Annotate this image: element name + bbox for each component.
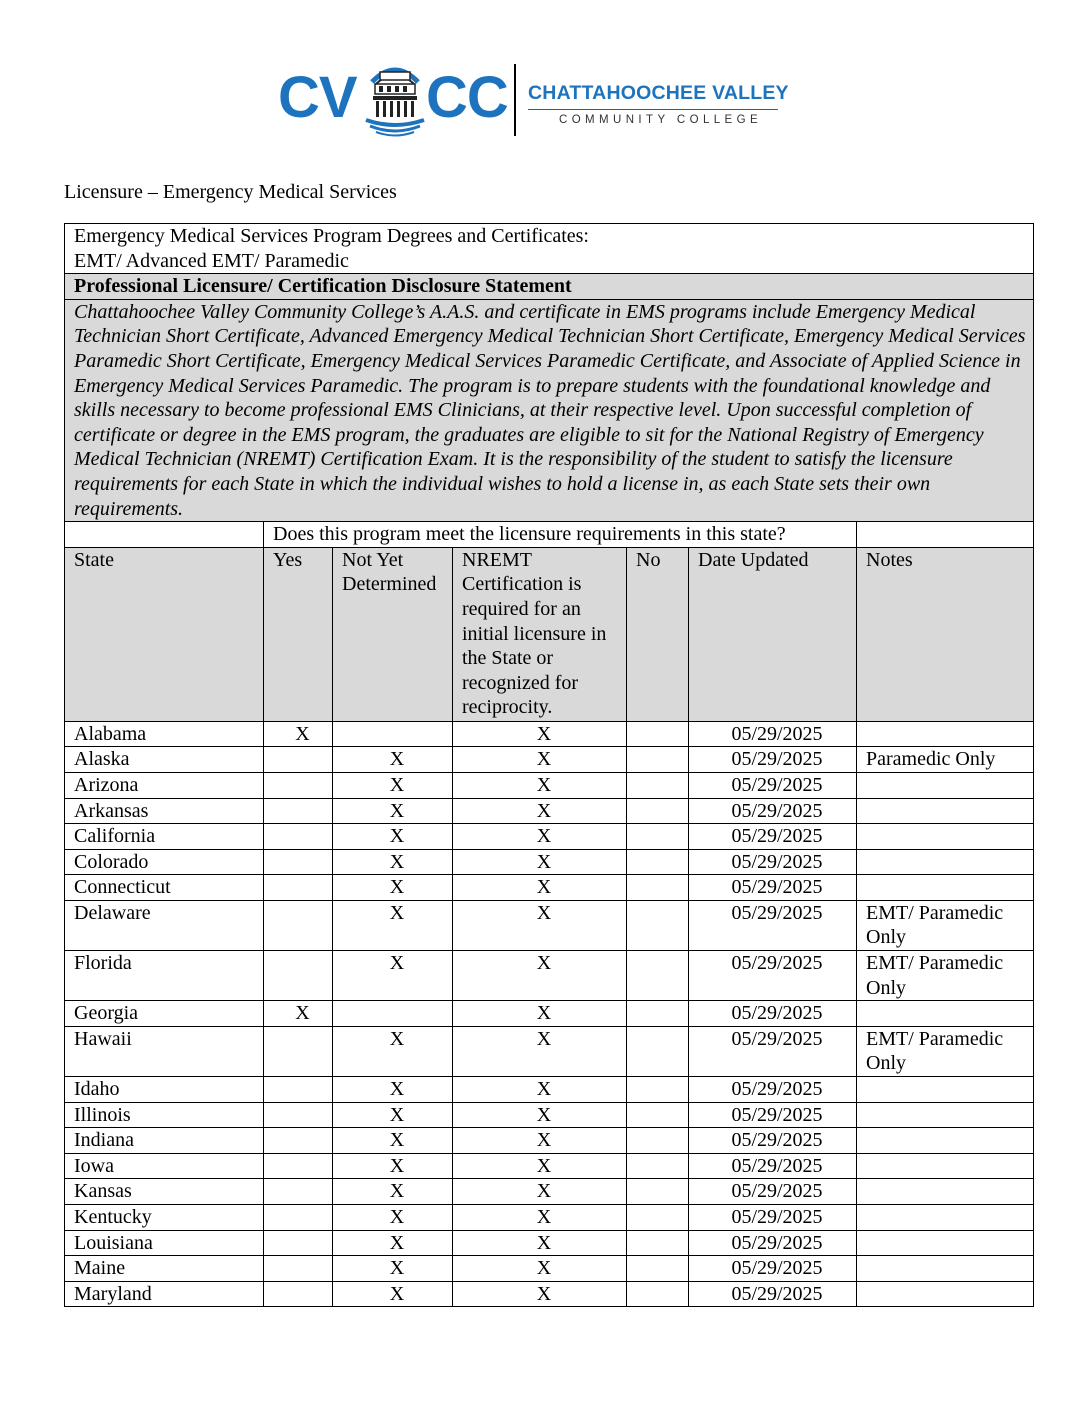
date-updated-cell: 05/29/2025 xyxy=(689,900,857,950)
yes-cell xyxy=(264,849,333,875)
disclosure-heading-row xyxy=(65,274,1034,300)
notes-cell xyxy=(857,798,1034,824)
nremt-cell: X xyxy=(453,1102,627,1128)
licensure-table xyxy=(64,223,1034,1307)
date-updated-cell: 05/29/2025 xyxy=(689,1179,857,1205)
column-header-row xyxy=(65,547,1034,721)
state-cell: Illinois xyxy=(65,1102,264,1128)
yes-cell xyxy=(264,1205,333,1231)
nremt-cell: X xyxy=(453,1256,627,1282)
header-yes: Yes xyxy=(264,547,333,721)
not-yet-determined-cell: X xyxy=(333,1230,453,1256)
notes-cell xyxy=(857,1281,1034,1307)
document-title: Licensure – Emergency Medical Services xyxy=(64,181,397,203)
table-row xyxy=(65,1281,1034,1307)
table-row xyxy=(65,1001,1034,1027)
yes-cell xyxy=(264,875,333,901)
header-state: State xyxy=(65,547,264,721)
no-cell xyxy=(627,1153,689,1179)
notes-cell xyxy=(857,1179,1034,1205)
state-cell: Maryland xyxy=(65,1281,264,1307)
state-cell: Georgia xyxy=(65,1001,264,1027)
table-row xyxy=(65,747,1034,773)
state-cell: Indiana xyxy=(65,1128,264,1154)
date-updated-cell: 05/29/2025 xyxy=(689,1205,857,1231)
yes-cell xyxy=(264,1230,333,1256)
no-cell xyxy=(627,900,689,950)
no-cell xyxy=(627,1179,689,1205)
table-row xyxy=(65,1153,1034,1179)
college-logo xyxy=(278,60,788,140)
logo-college-name: CHATTAHOOCHEE VALLEY xyxy=(528,82,789,104)
not-yet-determined-cell: X xyxy=(333,1128,453,1154)
no-cell xyxy=(627,824,689,850)
date-updated-cell: 05/29/2025 xyxy=(689,875,857,901)
state-cell: Arizona xyxy=(65,772,264,798)
nremt-cell: X xyxy=(453,747,627,773)
notes-cell xyxy=(857,1153,1034,1179)
header-nremt: NREMT Certification is required for an initial licensure in the State or recognized for reciprocity. xyxy=(453,547,627,721)
no-cell xyxy=(627,1256,689,1282)
yes-cell xyxy=(264,1281,333,1307)
nremt-cell: X xyxy=(453,824,627,850)
state-cell: Connecticut xyxy=(65,875,264,901)
no-cell xyxy=(627,951,689,1001)
no-cell xyxy=(627,849,689,875)
not-yet-determined-cell: X xyxy=(333,849,453,875)
table-row xyxy=(65,1205,1034,1231)
notes-cell xyxy=(857,849,1034,875)
state-cell: Hawaii xyxy=(65,1026,264,1076)
state-cell: Arkansas xyxy=(65,798,264,824)
nremt-cell: X xyxy=(453,1026,627,1076)
nremt-cell: X xyxy=(453,1001,627,1027)
not-yet-determined-cell: X xyxy=(333,1281,453,1307)
state-cell: Kansas xyxy=(65,1179,264,1205)
program-line-2: EMT/ Advanced EMT/ Paramedic xyxy=(74,249,349,272)
no-cell xyxy=(627,875,689,901)
date-updated-cell: 05/29/2025 xyxy=(689,1281,857,1307)
yes-cell: X xyxy=(264,1001,333,1027)
nremt-cell: X xyxy=(453,721,627,747)
no-cell xyxy=(627,798,689,824)
table-row xyxy=(65,1102,1034,1128)
yes-cell xyxy=(264,1128,333,1154)
table-row xyxy=(65,900,1034,950)
header-not-yet-determined: Not Yet Determined xyxy=(333,547,453,721)
not-yet-determined-cell: X xyxy=(333,1077,453,1103)
yes-cell xyxy=(264,1102,333,1128)
no-cell xyxy=(627,1281,689,1307)
notes-cell xyxy=(857,1230,1034,1256)
yes-cell xyxy=(264,1077,333,1103)
not-yet-determined-cell: X xyxy=(333,1102,453,1128)
yes-cell xyxy=(264,951,333,1001)
state-cell: Louisiana xyxy=(65,1230,264,1256)
disclosure-heading: Professional Licensure/ Certification Disclosure Statement xyxy=(65,274,1034,300)
table-row xyxy=(65,1230,1034,1256)
no-cell xyxy=(627,1026,689,1076)
notes-cell xyxy=(857,824,1034,850)
no-cell xyxy=(627,772,689,798)
date-updated-cell: 05/29/2025 xyxy=(689,747,857,773)
not-yet-determined-cell: X xyxy=(333,1179,453,1205)
no-cell xyxy=(627,1102,689,1128)
notes-cell: Paramedic Only xyxy=(857,747,1034,773)
yes-cell xyxy=(264,1153,333,1179)
date-updated-cell: 05/29/2025 xyxy=(689,1077,857,1103)
notes-cell xyxy=(857,1077,1034,1103)
logo-divider xyxy=(514,64,516,136)
state-cell: Alaska xyxy=(65,747,264,773)
table-row xyxy=(65,798,1034,824)
table-row xyxy=(65,849,1034,875)
nremt-cell: X xyxy=(453,1230,627,1256)
notes-cell xyxy=(857,875,1034,901)
state-cell: Colorado xyxy=(65,849,264,875)
not-yet-determined-cell: X xyxy=(333,798,453,824)
yes-cell xyxy=(264,1256,333,1282)
table-row xyxy=(65,1256,1034,1282)
not-yet-determined-cell: X xyxy=(333,875,453,901)
table-row xyxy=(65,772,1034,798)
nremt-cell: X xyxy=(453,1281,627,1307)
state-cell: Alabama xyxy=(65,721,264,747)
state-cell: Florida xyxy=(65,951,264,1001)
no-cell xyxy=(627,721,689,747)
not-yet-determined-cell: X xyxy=(333,900,453,950)
date-updated-cell: 05/29/2025 xyxy=(689,721,857,747)
no-cell xyxy=(627,1205,689,1231)
header-date-updated: Date Updated xyxy=(689,547,857,721)
not-yet-determined-cell: X xyxy=(333,747,453,773)
state-cell: Delaware xyxy=(65,900,264,950)
state-cell: Maine xyxy=(65,1256,264,1282)
table-row xyxy=(65,1026,1034,1076)
date-updated-cell: 05/29/2025 xyxy=(689,1153,857,1179)
header-no: No xyxy=(627,547,689,721)
yes-cell xyxy=(264,824,333,850)
notes-cell xyxy=(857,1205,1034,1231)
no-cell xyxy=(627,747,689,773)
not-yet-determined-cell: X xyxy=(333,951,453,1001)
date-updated-cell: 05/29/2025 xyxy=(689,824,857,850)
program-row xyxy=(65,224,1034,274)
table-row xyxy=(65,951,1034,1001)
state-cell: California xyxy=(65,824,264,850)
no-cell xyxy=(627,1077,689,1103)
program-cell xyxy=(65,224,1034,274)
nremt-cell: X xyxy=(453,1077,627,1103)
logo-cv-letters: CV xyxy=(278,65,357,130)
not-yet-determined-cell: X xyxy=(333,772,453,798)
date-updated-cell: 05/29/2025 xyxy=(689,1230,857,1256)
notes-cell xyxy=(857,1001,1034,1027)
yes-cell xyxy=(264,900,333,950)
date-updated-cell: 05/29/2025 xyxy=(689,951,857,1001)
nremt-cell: X xyxy=(453,849,627,875)
no-cell xyxy=(627,1001,689,1027)
date-updated-cell: 05/29/2025 xyxy=(689,1102,857,1128)
not-yet-determined-cell: X xyxy=(333,1256,453,1282)
notes-cell xyxy=(857,721,1034,747)
not-yet-determined-cell xyxy=(333,721,453,747)
table-row xyxy=(65,1179,1034,1205)
notes-cell xyxy=(857,772,1034,798)
table-row xyxy=(65,824,1034,850)
not-yet-determined-cell: X xyxy=(333,1205,453,1231)
nremt-cell: X xyxy=(453,875,627,901)
not-yet-determined-cell: X xyxy=(333,824,453,850)
yes-cell: X xyxy=(264,721,333,747)
yes-cell xyxy=(264,798,333,824)
nremt-cell: X xyxy=(453,772,627,798)
nremt-cell: X xyxy=(453,1179,627,1205)
state-cell: Iowa xyxy=(65,1153,264,1179)
table-row xyxy=(65,1077,1034,1103)
nremt-cell: X xyxy=(453,798,627,824)
question-row xyxy=(65,522,1034,548)
date-updated-cell: 05/29/2025 xyxy=(689,1026,857,1076)
date-updated-cell: 05/29/2025 xyxy=(689,1001,857,1027)
no-cell xyxy=(627,1128,689,1154)
yes-cell xyxy=(264,1026,333,1076)
notes-cell: EMT/ Paramedic Only xyxy=(857,951,1034,1001)
question-text: Does this program meet the licensure requirements in this state? xyxy=(264,522,857,548)
logo-subtitle: COMMUNITY COLLEGE xyxy=(559,114,763,126)
notes-cell: EMT/ Paramedic Only xyxy=(857,1026,1034,1076)
disclosure-text: Chattahoochee Valley Community College’s A.A.S. and certificate in EMS programs include Emergency Medical Technician Short Certificate, Advanced Emergency Medical Technician Short Certificate, Emergency Medical Services Paramedic Short Certificate, Emergency Medical Services Paramedic Certificate, and Associate of Applied Science in Emergency Medical Services Paramedic. The program is to prepare students with the foundational knowledge and skills necessary to become professional EMS Clinicians, at their respective level. Upon successful completion of certificate or degree in the EMS program, the graduates are eligible to sit for the National Registry of Emergency Medical Technician (NREMT) Certification Exam. It is the responsibility of the student to satisfy the licensure requirements for each State in which the individual wishes to hold a license in, as each State sets their own requirements. xyxy=(65,299,1034,521)
nremt-cell: X xyxy=(453,1153,627,1179)
date-updated-cell: 05/29/2025 xyxy=(689,1256,857,1282)
nremt-cell: X xyxy=(453,1205,627,1231)
logo-rule xyxy=(528,109,778,110)
date-updated-cell: 05/29/2025 xyxy=(689,849,857,875)
state-cell: Idaho xyxy=(65,1077,264,1103)
date-updated-cell: 05/29/2025 xyxy=(689,798,857,824)
question-spacer-right xyxy=(857,522,1034,548)
logo-cc-letters: CC xyxy=(426,65,508,130)
nremt-cell: X xyxy=(453,900,627,950)
nremt-cell: X xyxy=(453,951,627,1001)
yes-cell xyxy=(264,772,333,798)
yes-cell xyxy=(264,1179,333,1205)
nremt-cell: X xyxy=(453,1128,627,1154)
table-row xyxy=(65,1128,1034,1154)
notes-cell xyxy=(857,1256,1034,1282)
program-line-1: Emergency Medical Services Program Degrees and Certificates: xyxy=(74,225,589,247)
building-dome-icon xyxy=(362,60,428,138)
not-yet-determined-cell: X xyxy=(333,1153,453,1179)
not-yet-determined-cell xyxy=(333,1001,453,1027)
notes-cell: EMT/ Paramedic Only xyxy=(857,900,1034,950)
header-notes: Notes xyxy=(857,547,1034,721)
table-row xyxy=(65,721,1034,747)
notes-cell xyxy=(857,1128,1034,1154)
not-yet-determined-cell: X xyxy=(333,1026,453,1076)
disclosure-text-row xyxy=(65,299,1034,521)
state-cell: Kentucky xyxy=(65,1205,264,1231)
question-spacer-left xyxy=(65,522,264,548)
table-row xyxy=(65,875,1034,901)
date-updated-cell: 05/29/2025 xyxy=(689,772,857,798)
notes-cell xyxy=(857,1102,1034,1128)
yes-cell xyxy=(264,747,333,773)
date-updated-cell: 05/29/2025 xyxy=(689,1128,857,1154)
no-cell xyxy=(627,1230,689,1256)
